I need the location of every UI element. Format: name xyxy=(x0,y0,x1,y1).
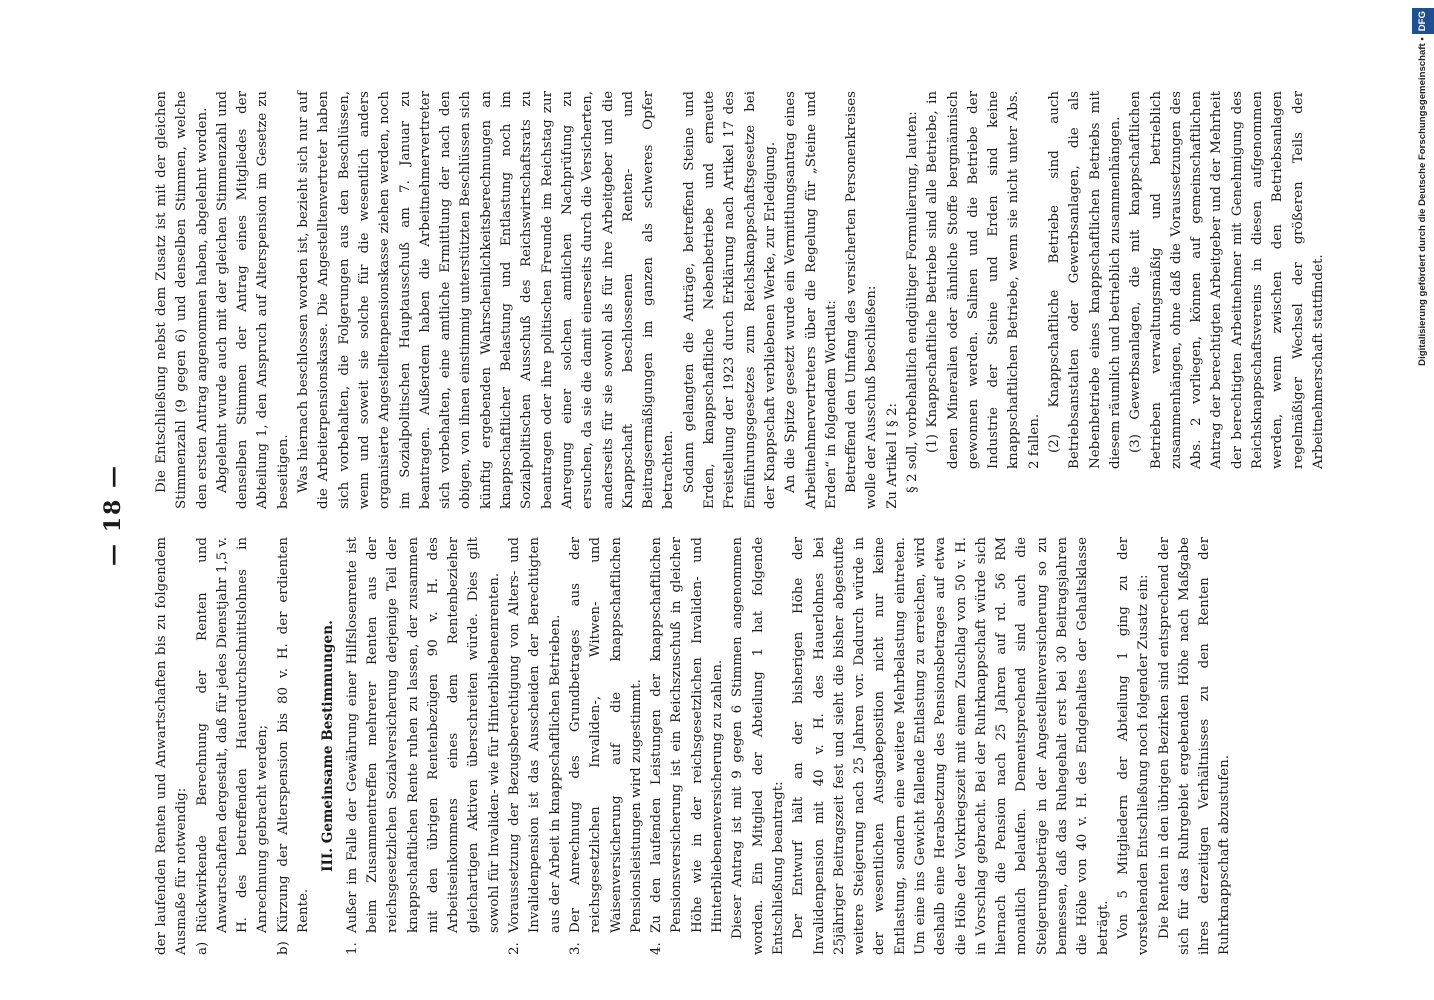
list-item xyxy=(274,537,315,955)
list-item xyxy=(505,537,566,955)
item-text: Voraussetzung der Bezugsberechtigung von Alters- und Invalidenpension ist das Ausscheiden der Berechtigten aus der Arbeit in knappschaftlichen Betrieben. xyxy=(507,537,563,933)
paragraph: Von 5 Mitgliedern der Abteilung 1 ging zu der vorstehenden Entschließung noch folgender Zusatz ein: xyxy=(1115,537,1152,955)
list-item xyxy=(193,537,274,955)
paragraph: Der Entwurf hält an der bisherigen Höhe der Invalidenpension mit 40 v. H. des Hauerlohnes bei 25jähriger Beitragszeit fest und sieht die bisher abgestufte weitere Steigerung nach 25 Jahren vor. Dadurch würde in der wesentlichen Ausgabeposition nicht nur keine Entlastung, sondern eine weitere Mehrbelastung eintreten. Um eine ins Gewicht fallende Entlastung zu erreichen, wird deshalb eine Herabsetzung des Pensionsbetrages auf etwa die Höhe der Vorkriegszeit mit einem Zuschlag von 50 v. H. in Vorschlag gebracht. Bei der Ruhrknappschaft würde sich hiernach die Pension nach 25 Jahren auf rd. 56 RM monatlich belaufen. Dementsprechend sind auch die Steigerungsbeträge in der Angestelltenversicherung so zu bemessen, daß das Ruhegehalt erst bei 30 Beitragsjahren die Höhe von 40 v. H. des Endgehaltes der Gehaltsklasse beträgt. xyxy=(791,537,1111,955)
item-label: 3. xyxy=(567,942,583,955)
left-column xyxy=(152,537,1236,955)
paragraph: Was hiernach beschlossen worden ist, bezieht sich nur auf die Arbeiterpensionskasse. Die Angestelltenvertreter haben sich vorbehalten, die Folgerungen aus den Beschlüssen, wenn und soweit sie solche für die wesentlich anders organisierte Angestelltenpensionskasse ziehen werden, noch im Sozialpolitischen Hauptausschuß am 7. Januar zu beantragen. Außerdem haben die Arbeitnehmervertreter sich vorbehalten, eine amtliche Ermittlung der nach den obigen, von ihnen einstimmig unterstützten Beschlüssen sich künftig ergebenden Wahrscheinlichkeitsberechnungen an knappschaftlicher Belastung und Entlastung noch im Sozialpolitischen Ausschuß des Reichswirtschaftsrats zu beantragen oder ihre politischen Freunde im Reichstag zur Anregung einer solchen amtlichen Nachprüfung zu ersuchen, da sie die damit einerseits durch die Versicherten, anderseits für sie sowohl als für ihre Arbeitgeber und die Knappschaft beschlossenen Renten- und Beitragsermäßigungen im ganzen als schweres Opfer betrachten. xyxy=(296,91,677,509)
paragraph: Die Renten in den übrigen Bezirken sind entsprechend der sich für das Ruhrgebiet ergebenden Höhe nach Maßgabe ihres derzeitigen Verhältnisses zu den Renten der Ruhrknappschaft abzustufen. xyxy=(1156,537,1233,955)
item-label: 2. xyxy=(507,942,523,955)
page-number: — 18 — xyxy=(100,464,126,566)
paragraph: Betreffend den Umfang des versicherten Personenkreises wolle der Ausschuß beschließen: xyxy=(844,91,880,509)
digitization-label: Digitalisierung gefördert durch die Deutsche Forschungsgemeinschaft • xyxy=(1417,37,1428,366)
paragraph: (1) Knappschaftliche Betriebe sind alle Betriebe, in denen Mineralien oder ähnliche Stoffe bergmännisch gewonnen werden. Salinen und die Betriebe der Industrie der Steine und Erden sind keine knappschaftlichen Betriebe, wenn sie nicht unter Abs. 2 fallen. xyxy=(925,91,1042,469)
right-column xyxy=(152,91,1329,509)
digitization-note xyxy=(1412,8,1434,428)
paragraph: § 2 soll, vorbehaltlich endgültiger Formulierung, lauten: xyxy=(904,111,920,493)
item-label: b) xyxy=(275,941,291,955)
list-item xyxy=(566,537,647,955)
paragraph: Zu Artikel I § 2: xyxy=(884,402,900,509)
paragraph: Abgelehnt wurde auch mit der gleichen Stimmenzahl und denselben Stimmen der Antrag eines Mitgliedes der Abteilung 1, den Anspruch auf Alterspension im Gesetze zu beseitigen. xyxy=(214,91,291,509)
item-text: Kürzung der Alterspension bis 80 v. H. der erdienten Rente. xyxy=(275,537,312,933)
paragraph: An die Spitze gesetzt wurde ein Vermittlungsantrag eines Arbeitnehmervertreters über die Regelung für „Steine und Erden“ in folgendem Wortlaut: xyxy=(783,91,839,509)
item-text: Zu den laufenden Leistungen der knappschaftlichen Pensionsversicherung ist ein Reichszuschuß in gleicher Höhe wie in der reichsgesetzlichen Invaliden- und Hinterbliebenenversicherung zu zahlen. xyxy=(649,537,726,933)
paragraph: Dieser Antrag ist mit 9 gegen 6 Stimmen angenommen worden. Ein Mitglied der Abteilung 1 hat folgende Entschließung beantragt: xyxy=(730,537,786,955)
section-heading: III. Gemeinsame Bestimmungen. xyxy=(320,620,337,872)
rotated-text-sheet xyxy=(90,75,1340,955)
item-label: 4. xyxy=(649,942,665,955)
paragraph: Die Entschließung nebst dem Zusatz ist mit der gleichen Stimmenzahl (9 gegen 6) und denselben Stimmen, welche den ersten Antrag angenommen haben, abgelehnt worden. xyxy=(154,91,210,509)
item-text: Rückwirkende Berechnung der Renten und Anwartschaften dergestalt, daß für jedes Dienstjahr 1,5 v. H. des betreffenden Hauerdurchschnittslohnes in Anrechnung gebracht werden; xyxy=(194,537,271,933)
paragraph: (2) Knappschaftliche Betriebe sind auch Betriebsanstalten oder Gewerbsanlagen, die als Nebenbetriebe eines knappschaftlichen Betriebs mit diesem räumlich und betrieblich zusammenhängen. xyxy=(1047,91,1123,469)
list-item xyxy=(647,537,728,955)
item-text: Außer im Falle der Gewährung einer Hilfslosenrente ist beim Zusammentreffen mehrerer Renten aus der reichsgesetzlichen Sozialversicherung derjenige Teil der knappschaftlichen Rente ruhen zu lassen, der zusammen mit den übrigen Rentenbezügen 90 v. H. des Arbeitseinkommens eines dem Rentenbezieher gleichartigen Aktiven überschreiten würde. Dies gilt sowohl für Invaliden- wie für Hinterbliebenenrenten. xyxy=(344,537,502,933)
item-label: 1. xyxy=(344,942,360,955)
paragraph: (3) Gewerbsanlagen, die mit knappschaftlichen Betrieben verwaltungsmäßig und betrieblich zusammenhängen, ohne daß die Voraussetzungen des Abs. 2 vorliegen, können auf gemeinschaftlichen Antrag der berechtigten Arbeitgeber und der Mehrheit der berechtigten Arbeitnehmer mit Genehmigung des Reichsknappschaftsvereins in diesen aufgenommen werden, wenn zwischen den Betriebsanlagen regelmäßiger Wechsel der größeren Teils der Arbeitnehmerschaft stattfindet. xyxy=(1128,91,1326,469)
digitization-text xyxy=(1412,8,1434,428)
item-label: a) xyxy=(194,941,210,955)
paragraph: Sodann gelangten die Anträge, betreffend Steine und Erden, knappschaftliche Nebenbetriebe und erneute Freistellung der 1923 durch Erklärung nach Artikel 17 des Einführungsgesetzes zum Reichsknappschaftsgesetze bei der Knappschaft verbliebenen Werke, zur Erledigung. xyxy=(681,91,778,509)
dfg-logo: DFG xyxy=(1412,8,1434,34)
item-text: Der Anrechnung des Grundbetrages aus der reichsgesetzlichen Invaliden-, Witwen- und Waisenversicherung auf die knappschaftlichen Pensionsleistungen wird zugestimmt. xyxy=(567,537,644,933)
paragraph: der laufenden Renten und Anwartschaften bis zu folgendem Ausmaße für notwendig: xyxy=(154,537,190,955)
list-item xyxy=(343,537,505,955)
